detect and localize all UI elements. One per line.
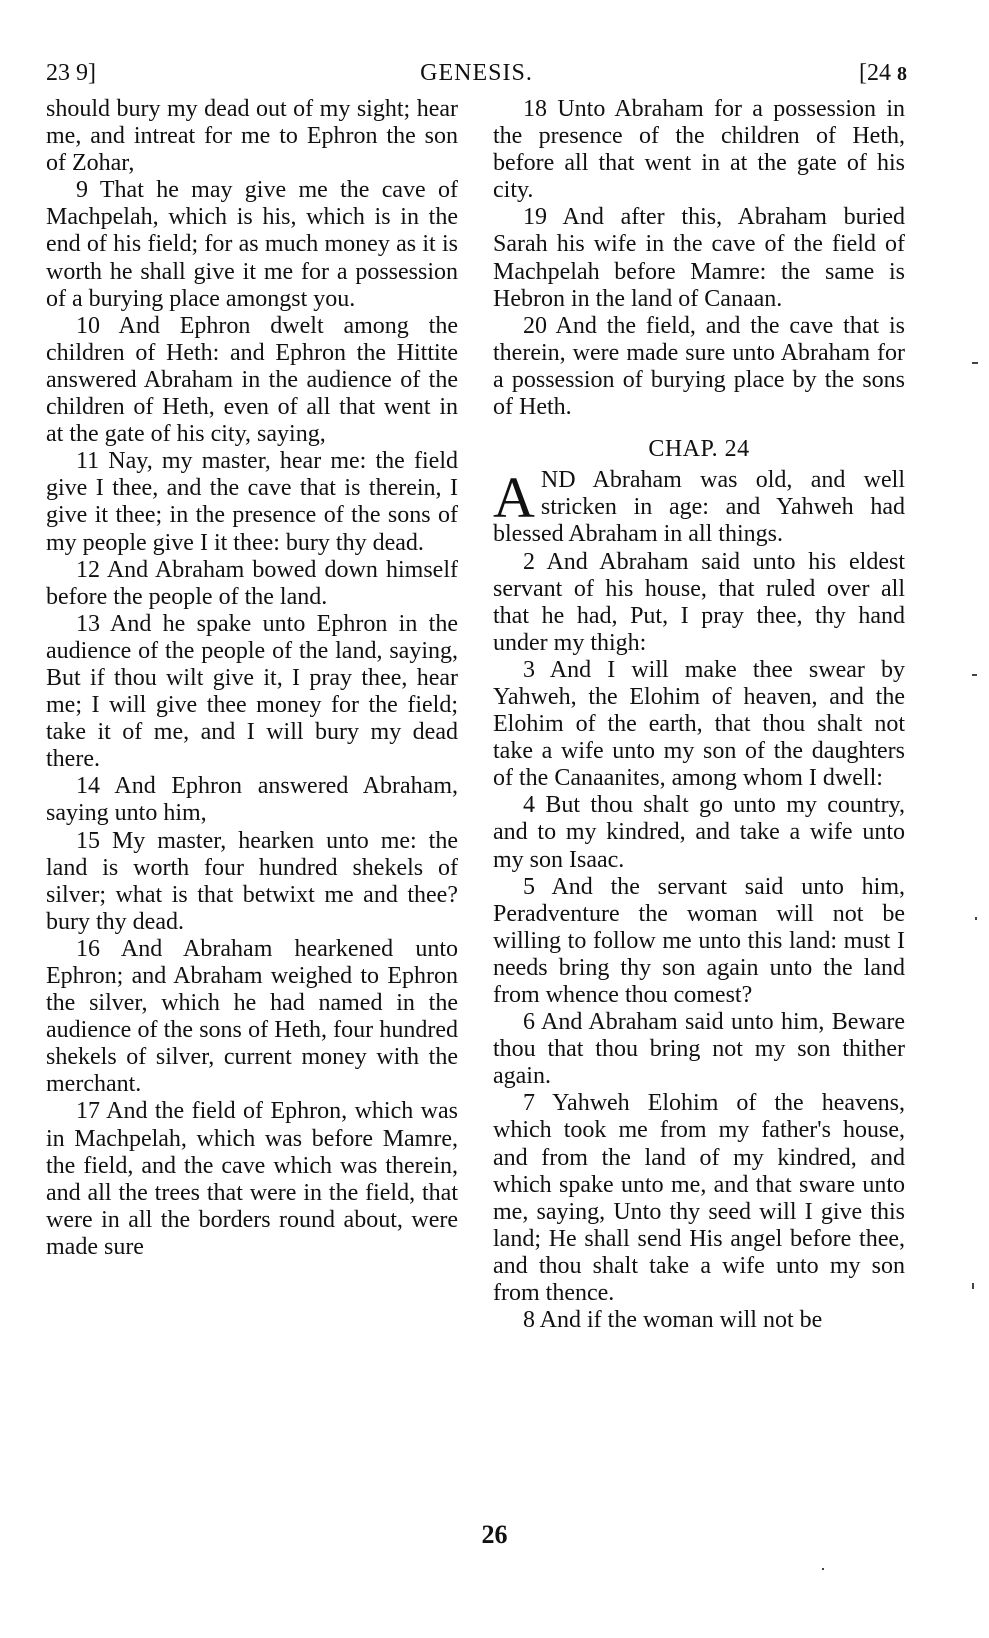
verse-paragraph: 2 And Abraham said unto his eldest servant of his house, that ruled over all that he had, Put, I pray thee, thy hand under my thigh:	[493, 548, 905, 656]
verse-paragraph: 6 And Abraham said unto him, Beware thou that thou bring not my son thither again.	[493, 1009, 905, 1090]
scan-speck	[972, 362, 978, 364]
verse-paragraph: 5 And the servant said unto him, Peradventure the woman will not be willing to follow me unto this land: must I needs bring thy son again unto the land from whence thou comest?	[493, 873, 905, 1008]
verse-paragraph: 10 And Ephron dwelt among the children of Heth: and Ephron the Hittite answered Abraham in the audience of the children of Heth, even of all that went in at the gate of his city, saying,	[46, 312, 458, 448]
verse-paragraph: 9 That he may give me the cave of Machpelah, which is his, which is in the end of his field; for as much money as it is worth he shall give it me for a possession of a burying place amongst you.	[46, 177, 458, 312]
header-verse-ref: 8	[897, 63, 907, 85]
verse-paragraph: 20 And the field, and the cave that is therein, were made sure unto Abraham for a possession of burying place by the sons of Heth.	[493, 312, 905, 421]
header-verse-range-start: 23 9]	[46, 60, 96, 86]
header-book-title: GENESIS.	[420, 60, 533, 86]
left-column	[46, 96, 458, 1261]
verse-paragraph: 16 And Abraham hearkened unto Ephron; and Abraham weighed to Ephron the silver, which he had named in the audience of the sons of Heth, four hundred shekels of silver, current money with the merchant.	[46, 935, 458, 1098]
page-number: 26	[481, 1520, 508, 1549]
chapter-opening-paragraph	[493, 467, 905, 548]
verse-paragraph: 15 My master, hearken unto me: the land is worth four hundred shekels of silver; what is that betwixt me and thee? bury thy dead.	[46, 827, 458, 935]
scan-speck	[975, 917, 977, 920]
scan-speck	[972, 674, 977, 676]
scan-speck	[822, 1568, 824, 1570]
verse-paragraph: 13 And he spake unto Ephron in the audience of the people of the land, saying, But if thou wilt give it, I pray thee, hear me; I will give thee money for the field; take it of me, and I will bury my dead there.	[46, 610, 458, 773]
verse-paragraph: 17 And the field of Ephron, which was in Machpelah, which was before Mamre, the field, and the cave which was therein, and all the trees that were in the field, that were in all the borders round about, were made sure	[46, 1098, 458, 1260]
header-chapter-ref: [24	[859, 60, 891, 86]
verse-paragraph: should bury my dead out of my sight; hear me, and intreat for me to Ephron the son of Zohar,	[46, 96, 458, 177]
verse-paragraph: 7 Yahweh Elohim of the heavens, which took me from my father's house, and from the land of my kindred, and which spake unto me, and that sware unto me, saying, Unto thy seed will I give this land; He shall send His angel before thee, and thou shalt take a wife unto my son from thence.	[493, 1090, 905, 1307]
verse-paragraph: 19 And after this, Abraham buried Sarah his wife in the cave of the field of Machpelah before Mamre: the same is Hebron in the land of Canaan.	[493, 204, 905, 312]
verse-paragraph: 3 And I will make thee swear by Yahweh, the Elohim of heaven, and the Elohim of the earth, that thou shalt not take a wife unto my son of the daughters of the Canaanites, among whom I dwell:	[493, 656, 905, 792]
scan-speck	[972, 1283, 974, 1289]
verse-paragraph: 14 And Ephron answered Abraham, saying unto him,	[46, 773, 458, 827]
verse-paragraph: 8 And if the woman will not be	[523, 1307, 823, 1334]
running-header	[46, 56, 907, 90]
verse-paragraph: 18 Unto Abraham for a possession in the presence of the children of Heth, before all that went in at the gate of his city.	[493, 96, 905, 204]
drop-cap-letter: A	[493, 465, 535, 531]
chapter-opening-text: ND Abraham was old, and well stricken in age: and Yahweh had blessed Abraham in all things.	[493, 467, 905, 548]
chapter-heading: CHAP. 24	[648, 436, 750, 463]
verse-paragraph: 4 But thou shalt go unto my country, and to my kindred, and take a wife unto my son Isaac.	[493, 792, 905, 873]
verse-paragraph: 11 Nay, my master, hear me: the field give I thee, and the cave that is therein, I give it thee; in the presence of the sons of my people give I it thee: bury thy dead.	[46, 448, 458, 556]
header-verse-range-end	[859, 56, 907, 91]
right-column	[493, 96, 905, 1334]
verse-paragraph: 12 And Abraham bowed down himself before the people of the land.	[46, 556, 458, 610]
